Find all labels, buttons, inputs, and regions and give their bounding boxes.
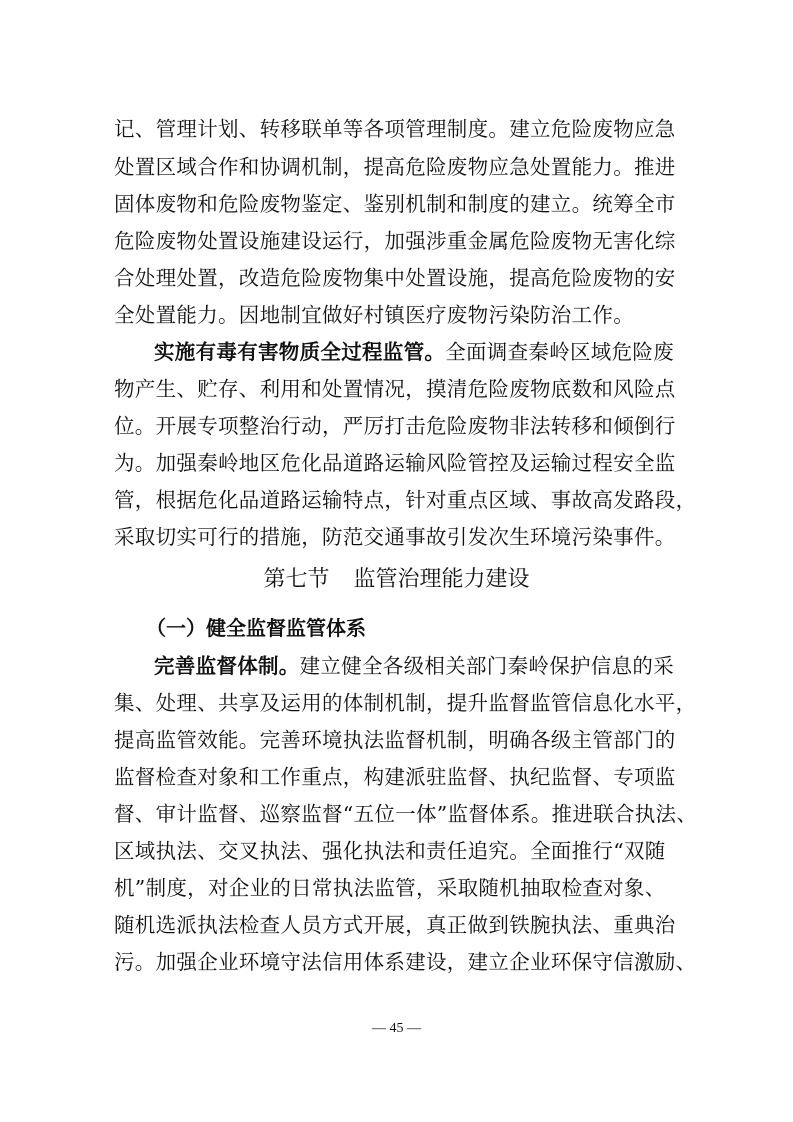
section-heading [0, 565, 793, 595]
paragraph-text: 建立健全各级相关部门秦岭保护信息的采 [299, 654, 675, 678]
paragraph-line: 为。加强秦岭地区危化品道路运输风险管控及运输过程安全监 [114, 451, 676, 475]
section-title: 监管治理能力建设 [353, 567, 530, 592]
paragraph-line: 处置区域合作和协调机制，提高危险废物应急处置能力。推进 [114, 155, 676, 179]
paragraph-line: 提高监管效能。完善环境执法监督机制，明确各级主管部门的 [114, 728, 676, 752]
paragraph-first-line [154, 651, 674, 681]
paragraph-line: 污。加强企业环境守法信用体系建设，建立企业环保守信激励、 [114, 950, 697, 974]
paragraph-lead: 完善监督体制。 [154, 654, 300, 678]
paragraph-line: 集、处理、共享及运用的体制机制，提升监督监管信息化水平， [114, 691, 697, 715]
paragraph-line: 机”制度，对企业的日常执法监管，采取随机抽取检查对象、 [114, 876, 666, 900]
paragraph-line: 危险废物处置设施建设运行，加强涉重金属危险废物无害化综 [114, 229, 676, 253]
paragraph-lead: 实施有毒有害物质全过程监管。 [154, 340, 446, 364]
paragraph-first-line [154, 337, 674, 367]
paragraph-line: 全处置能力。因地制宜做好村镇医疗废物污染防治工作。 [114, 303, 634, 327]
paragraph-line: 记、管理计划、转移联单等各项管理制度。建立危险废物应急 [114, 117, 676, 141]
paragraph-text: 全面调查秦岭区域危险废 [445, 340, 675, 364]
section-number: 第七节 [263, 567, 330, 592]
paragraph-line: 督、审计监督、巡察监督“五位一体”监督体系。推进联合执法、 [114, 802, 698, 826]
paragraph-line: 随机选派执法检查人员方式开展，真正做到铁腕执法、重典治 [114, 913, 676, 937]
subsection-heading: （一）健全监督监管体系 [146, 616, 366, 640]
paragraph-line: 物产生、贮存、利用和处置情况，摸清危险废物底数和风险点 [114, 377, 676, 401]
paragraph-line: 合处理处置，改造危险废物集中处置设施，提高危险废物的安 [114, 266, 676, 290]
page-number: — 45 — [372, 1021, 421, 1036]
paragraph-line: 采取切实可行的措施，防范交通事故引发次生环境污染事件。 [114, 525, 676, 549]
paragraph-line: 位。开展专项整治行动，严厉打击危险废物非法转移和倾倒行 [114, 414, 676, 438]
paragraph-line: 固体废物和危险废物鉴定、鉴别机制和制度的建立。统筹全市 [114, 192, 676, 216]
paragraph-line: 管，根据危化品道路运输特点，针对重点区域、事故高发路段， [114, 488, 697, 512]
paragraph-line: 监督检查对象和工作重点，构建派驻监督、执纪监督、专项监 [114, 765, 676, 789]
paragraph-line: 区域执法、交叉执法、强化执法和责任追究。全面推行“双随 [114, 839, 666, 863]
